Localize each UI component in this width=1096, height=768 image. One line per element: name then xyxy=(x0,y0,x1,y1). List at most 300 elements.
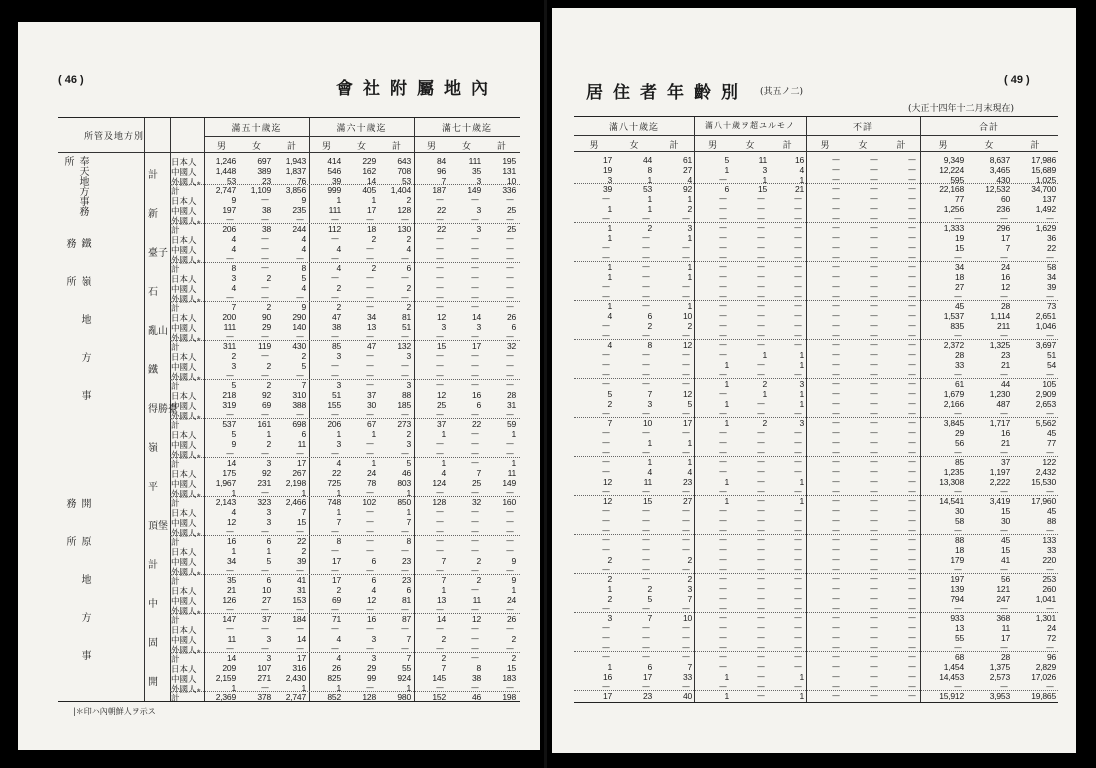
empty-dash: — xyxy=(642,272,650,281)
empty-dash: — xyxy=(870,545,878,554)
table-cell: 2,747 xyxy=(285,692,306,703)
place-label: 固 xyxy=(148,637,158,649)
empty-dash: — xyxy=(870,428,878,437)
table-cell: 1 xyxy=(687,194,692,204)
table-cell: 8 xyxy=(476,663,481,673)
table-cell: 46 xyxy=(401,468,411,478)
table-cell: 130 xyxy=(397,224,411,235)
table-cell: 1 xyxy=(607,203,612,214)
table-cell: 23 xyxy=(1000,350,1010,360)
table-cell: 1 xyxy=(799,359,804,370)
empty-dash: — xyxy=(870,447,878,457)
empty-dash: — xyxy=(602,379,610,389)
row-category-label: 外國人 xyxy=(171,216,197,227)
empty-dash: — xyxy=(908,291,916,301)
table-cell: 155 xyxy=(327,399,341,410)
sub-column-header: 男 xyxy=(216,142,226,152)
empty-dash: — xyxy=(794,428,802,437)
row-category-label: 計 xyxy=(171,343,180,354)
empty-dash: — xyxy=(794,262,802,272)
table-cell: 1,404 xyxy=(390,185,411,196)
empty-dash: — xyxy=(870,155,878,164)
empty-dash: — xyxy=(757,506,765,515)
table-cell: 161 xyxy=(257,419,271,430)
table-cell: 5 xyxy=(266,555,271,566)
empty-dash: — xyxy=(794,223,802,233)
empty-dash: — xyxy=(366,360,374,370)
table-cell: 1,256 xyxy=(943,203,964,214)
row-category-label: 中國人 xyxy=(171,479,197,490)
table-cell: 3 xyxy=(231,360,236,371)
empty-dash: — xyxy=(401,214,409,224)
table-cell: 61 xyxy=(954,379,964,390)
empty-dash: — xyxy=(757,467,765,476)
empty-dash: — xyxy=(436,526,444,536)
empty-dash: — xyxy=(682,642,690,652)
table-cell: 85 xyxy=(954,457,964,468)
table-cell: 44 xyxy=(1000,379,1010,390)
empty-dash: — xyxy=(832,613,840,623)
table-cell: 2,909 xyxy=(1035,389,1056,399)
table-cell: 698 xyxy=(292,419,306,430)
table-cell: 999 xyxy=(327,185,341,196)
left-page xyxy=(18,22,540,750)
row-category-label: 計 xyxy=(171,382,180,393)
empty-dash: — xyxy=(366,214,374,224)
row-category-label: 計 xyxy=(171,226,180,237)
empty-dash: — xyxy=(642,623,650,632)
table-cell: 9 xyxy=(231,195,236,205)
empty-dash: — xyxy=(719,369,727,379)
empty-dash: — xyxy=(794,272,802,281)
table-cell: 30 xyxy=(366,399,376,410)
empty-dash: — xyxy=(719,194,727,203)
table-cell: 14 xyxy=(296,633,306,644)
table-cell: 85 xyxy=(331,341,341,352)
empty-dash: — xyxy=(331,643,339,653)
empty-dash: — xyxy=(719,340,727,350)
empty-dash: — xyxy=(226,604,234,614)
empty-dash: — xyxy=(719,535,727,545)
empty-dash: — xyxy=(870,194,878,203)
empty-dash: — xyxy=(261,292,269,302)
empty-dash: — xyxy=(757,252,765,262)
asterisk-marker: * xyxy=(197,532,201,541)
table-cell: 37 xyxy=(366,390,376,400)
empty-dash: — xyxy=(366,624,374,633)
table-cell: 11 xyxy=(472,594,481,605)
empty-dash: — xyxy=(261,234,269,243)
table-cell: 28 xyxy=(506,390,516,400)
empty-dash: — xyxy=(471,458,479,468)
table-cell: 197 xyxy=(222,204,236,215)
place-label: 計 xyxy=(148,169,158,181)
empty-dash: — xyxy=(602,564,610,574)
empty-dash: — xyxy=(1046,681,1054,691)
empty-dash: — xyxy=(366,682,374,692)
empty-dash: — xyxy=(832,272,840,281)
table-cell: 152 xyxy=(432,692,446,703)
table-cell: 2 xyxy=(762,379,767,390)
empty-dash: — xyxy=(642,535,650,545)
table-cell: 37 xyxy=(436,419,446,430)
empty-dash: — xyxy=(261,526,269,536)
empty-dash: — xyxy=(757,194,765,203)
row-category-label: 外國人 xyxy=(171,450,197,461)
table-cell: 27 xyxy=(682,164,692,175)
table-cell: 1 xyxy=(687,301,692,312)
table-cell: 3,419 xyxy=(989,496,1010,507)
empty-dash: — xyxy=(832,330,840,340)
empty-dash: — xyxy=(794,467,802,476)
table-cell: 4 xyxy=(301,243,306,254)
table-cell: 2 xyxy=(301,546,306,556)
empty-dash: — xyxy=(870,496,878,506)
empty-dash: — xyxy=(719,584,727,593)
place-label: 嶺 xyxy=(148,442,158,454)
empty-dash: — xyxy=(832,203,840,213)
table-cell: 12 xyxy=(682,340,692,351)
table-cell: 31 xyxy=(296,585,306,595)
table-cell: 1,967 xyxy=(215,477,236,488)
empty-dash: — xyxy=(226,565,234,575)
empty-dash: — xyxy=(506,526,514,536)
table-cell: 1 xyxy=(647,203,652,214)
table-cell: 2 xyxy=(336,585,341,595)
empty-dash: — xyxy=(642,281,650,291)
table-cell: 37 xyxy=(261,614,271,625)
empty-dash: — xyxy=(642,369,650,379)
table-cell: 11 xyxy=(297,438,306,449)
table-cell: 6 xyxy=(647,662,652,672)
empty-dash: — xyxy=(954,642,962,652)
table-cell: 2,372 xyxy=(943,340,964,351)
table-cell: 2 xyxy=(511,653,516,664)
empty-dash: — xyxy=(908,525,916,535)
empty-dash: — xyxy=(436,370,444,380)
empty-dash: — xyxy=(832,213,840,223)
empty-dash: — xyxy=(719,330,727,340)
empty-dash: — xyxy=(401,565,409,575)
empty-dash: — xyxy=(757,632,765,642)
empty-dash: — xyxy=(602,291,610,301)
table-cell: 17 xyxy=(366,204,376,215)
table-cell: 1 xyxy=(724,496,729,507)
table-cell: 3 xyxy=(476,204,481,215)
table-cell: 23 xyxy=(401,575,411,586)
row-category-label: 日本人 xyxy=(171,197,197,207)
table-cell: 27 xyxy=(682,496,692,507)
empty-dash: — xyxy=(602,652,610,662)
table-cell: 2 xyxy=(371,234,376,244)
row-category-label: 外國人 xyxy=(171,177,197,188)
table-cell: 25 xyxy=(436,399,446,410)
table-cell: 61 xyxy=(682,155,692,165)
row-category-label: 計 xyxy=(171,304,180,315)
table-cell: 15 xyxy=(296,516,306,527)
empty-dash: — xyxy=(908,623,916,632)
place-label: 石 xyxy=(148,286,158,298)
empty-dash: — xyxy=(954,213,962,223)
table-cell: 1 xyxy=(724,418,729,429)
empty-dash: — xyxy=(908,603,916,613)
table-cell: 2 xyxy=(647,584,652,594)
table-cell: 2 xyxy=(607,574,612,585)
table-cell: 45 xyxy=(1046,428,1056,438)
table-cell: 1,943 xyxy=(285,156,306,166)
empty-dash: — xyxy=(794,252,802,262)
table-cell: 6 xyxy=(371,575,376,586)
table-cell: 51 xyxy=(331,390,341,400)
table-cell: 2 xyxy=(762,418,767,429)
table-cell: 24 xyxy=(506,594,516,605)
empty-dash: — xyxy=(436,195,444,204)
empty-dash: — xyxy=(602,281,610,291)
empty-dash: — xyxy=(719,281,727,291)
row-category-label: 中國人 xyxy=(171,635,197,646)
table-cell: 34 xyxy=(954,262,964,273)
table-cell: 5 xyxy=(607,389,612,399)
table-cell: 3 xyxy=(476,175,481,186)
table-cell: 1 xyxy=(231,487,236,498)
table-cell: 3 xyxy=(476,321,481,332)
empty-dash: — xyxy=(366,409,374,419)
empty-dash: — xyxy=(261,351,269,360)
asterisk-marker: * xyxy=(197,610,201,619)
row-category-label: 日本人 xyxy=(171,314,197,324)
sub-column-header: 計 xyxy=(782,141,792,151)
table-cell: 7 xyxy=(441,575,446,586)
row-category-label: 計 xyxy=(171,187,180,198)
table-cell: 81 xyxy=(401,312,411,322)
empty-dash: — xyxy=(870,350,878,359)
table-cell: 1 xyxy=(799,389,804,399)
table-cell: 1 xyxy=(511,429,516,439)
empty-dash: — xyxy=(1000,369,1008,379)
empty-dash: — xyxy=(1000,291,1008,301)
row-category-label: 中國人 xyxy=(171,167,197,178)
asterisk-marker: * xyxy=(197,649,201,658)
table-cell: 8 xyxy=(406,536,411,547)
table-cell: 71 xyxy=(331,614,341,625)
empty-dash: — xyxy=(794,457,802,467)
empty-dash: — xyxy=(832,340,840,350)
empty-dash: — xyxy=(719,428,727,437)
table-cell: 7 xyxy=(441,175,446,186)
table-cell: 708 xyxy=(397,165,411,176)
empty-dash: — xyxy=(366,565,374,575)
table-cell: 17 xyxy=(296,458,306,469)
sub-column-header: 計 xyxy=(896,141,906,151)
table-cell: 1 xyxy=(406,682,411,693)
table-cell: 128 xyxy=(432,497,446,508)
empty-dash: — xyxy=(682,525,690,535)
table-cell: 32 xyxy=(471,497,481,508)
table-cell: 17 xyxy=(602,691,612,702)
table-cell: 23 xyxy=(401,555,411,566)
table-cell: 47 xyxy=(331,312,341,322)
page-number: ( 46 ) xyxy=(58,74,84,86)
table-cell: 4 xyxy=(441,468,446,478)
table-cell: 12 xyxy=(602,496,612,507)
row-category-label: 外國人 xyxy=(171,333,197,344)
empty-dash: — xyxy=(832,428,840,437)
empty-dash: — xyxy=(642,262,650,272)
table-cell: 546 xyxy=(327,165,341,176)
empty-dash: — xyxy=(870,320,878,330)
table-cell: 4 xyxy=(336,263,341,274)
empty-dash: — xyxy=(401,526,409,536)
empty-dash: — xyxy=(908,613,916,623)
table-cell: 2 xyxy=(687,203,692,214)
empty-dash: — xyxy=(832,652,840,662)
empty-dash: — xyxy=(602,642,610,652)
empty-dash: — xyxy=(226,448,234,458)
table-cell: 5 xyxy=(301,273,306,283)
empty-dash: — xyxy=(832,281,840,291)
table-cell: 16 xyxy=(471,390,481,400)
empty-dash: — xyxy=(719,291,727,301)
empty-dash: — xyxy=(642,564,650,574)
row-category-label: 外國人 xyxy=(171,489,197,500)
empty-dash: — xyxy=(832,457,840,467)
empty-dash: — xyxy=(908,320,916,330)
table-cell: 23 xyxy=(642,691,652,702)
table-cell: 1 xyxy=(799,174,804,185)
table-cell: 2 xyxy=(266,302,271,313)
table-cell: 128 xyxy=(397,204,411,215)
empty-dash: — xyxy=(757,584,765,593)
empty-dash: — xyxy=(602,437,610,447)
empty-dash: — xyxy=(870,213,878,223)
table-cell: 33 xyxy=(1046,545,1056,555)
table-cell: 1 xyxy=(336,429,341,439)
asterisk-marker: * xyxy=(197,571,201,580)
empty-dash: — xyxy=(401,448,409,458)
book-spine xyxy=(544,0,547,768)
empty-dash: — xyxy=(870,252,878,262)
table-cell: 4 xyxy=(301,282,306,293)
place-label: 中 xyxy=(148,598,158,610)
empty-dash: — xyxy=(757,311,765,320)
table-cell: 92 xyxy=(261,468,271,478)
table-cell: 3 xyxy=(607,174,612,185)
table-cell: 7 xyxy=(687,593,692,604)
empty-dash: — xyxy=(506,487,514,497)
empty-dash: — xyxy=(870,223,878,233)
empty-dash: — xyxy=(602,428,610,437)
empty-dash: — xyxy=(832,155,840,164)
table-cell: 3 xyxy=(406,380,411,391)
empty-dash: — xyxy=(757,525,765,535)
empty-dash: — xyxy=(832,554,840,564)
table-cell: 14 xyxy=(226,458,236,469)
empty-dash: — xyxy=(506,195,514,204)
table-cell: 7 xyxy=(687,662,692,672)
empty-dash: — xyxy=(366,273,374,282)
empty-dash: — xyxy=(908,642,916,652)
empty-dash: — xyxy=(794,369,802,379)
table-cell: 1 xyxy=(336,195,341,205)
table-cell: 3 xyxy=(231,273,236,283)
table-cell: 4 xyxy=(607,311,612,321)
table-cell: 2 xyxy=(511,633,516,644)
empty-dash: — xyxy=(870,389,878,398)
table-cell: 4 xyxy=(647,467,652,477)
table-cell: 924 xyxy=(397,672,411,683)
empty-dash: — xyxy=(794,506,802,515)
row-category-label: 日本人 xyxy=(171,236,197,246)
table-cell: 12 xyxy=(436,390,446,400)
table-cell: 7 xyxy=(336,516,341,527)
empty-dash: — xyxy=(471,487,479,497)
empty-dash: — xyxy=(506,682,514,692)
empty-dash: — xyxy=(471,507,479,516)
table-cell: 24 xyxy=(366,468,376,478)
table-cell: 34 xyxy=(1046,272,1056,282)
empty-dash: — xyxy=(331,565,339,575)
row-category-label: 日本人 xyxy=(171,509,197,519)
empty-dash: — xyxy=(1000,525,1008,535)
table-cell: 260 xyxy=(1042,584,1056,594)
empty-dash: — xyxy=(366,302,374,312)
empty-dash: — xyxy=(331,292,339,302)
section-label-tieling: 鐵嶺地方事務所 xyxy=(64,238,90,428)
empty-dash: — xyxy=(602,320,610,330)
table-cell: 2 xyxy=(647,223,652,234)
table-cell: 41 xyxy=(296,575,306,586)
table-cell: 26 xyxy=(506,614,516,625)
table-cell: 34 xyxy=(366,312,376,322)
sub-column-header: 男 xyxy=(589,141,599,151)
empty-dash: — xyxy=(954,564,962,574)
table-cell: 15 xyxy=(954,242,964,253)
table-cell: 1 xyxy=(406,507,411,517)
empty-dash: — xyxy=(719,525,727,535)
table-cell: 87 xyxy=(401,614,411,625)
empty-dash: — xyxy=(832,545,840,554)
table-cell: 2 xyxy=(336,282,341,293)
empty-dash: — xyxy=(908,418,916,428)
table-cell: 1 xyxy=(799,691,804,702)
table-cell: 2 xyxy=(607,593,612,604)
table-cell: 139 xyxy=(950,584,964,594)
table-cell: 200 xyxy=(222,312,236,322)
empty-dash: — xyxy=(642,515,650,525)
table-cell: 430 xyxy=(292,341,306,352)
sub-column-header: 女 xyxy=(629,141,639,151)
empty-dash: — xyxy=(719,613,727,623)
table-cell: 1 xyxy=(607,223,612,234)
sub-column-header: 計 xyxy=(391,142,401,152)
table-cell: 53 xyxy=(401,175,411,186)
table-cell: 3 xyxy=(799,418,804,429)
table-cell: 37 xyxy=(1000,457,1010,468)
empty-dash: — xyxy=(366,516,374,526)
empty-dash: — xyxy=(719,447,727,457)
empty-dash: — xyxy=(757,545,765,554)
table-cell: 5 xyxy=(724,155,729,165)
empty-dash: — xyxy=(1000,213,1008,223)
empty-dash: — xyxy=(436,253,444,263)
table-cell: 14,453 xyxy=(939,671,964,682)
table-cell: 16 xyxy=(226,536,236,547)
empty-dash: — xyxy=(506,282,514,292)
table-cell: 6 xyxy=(724,184,729,195)
empty-dash: — xyxy=(1046,447,1054,457)
table-cell: 1,537 xyxy=(943,311,964,321)
empty-dash: — xyxy=(471,565,479,575)
